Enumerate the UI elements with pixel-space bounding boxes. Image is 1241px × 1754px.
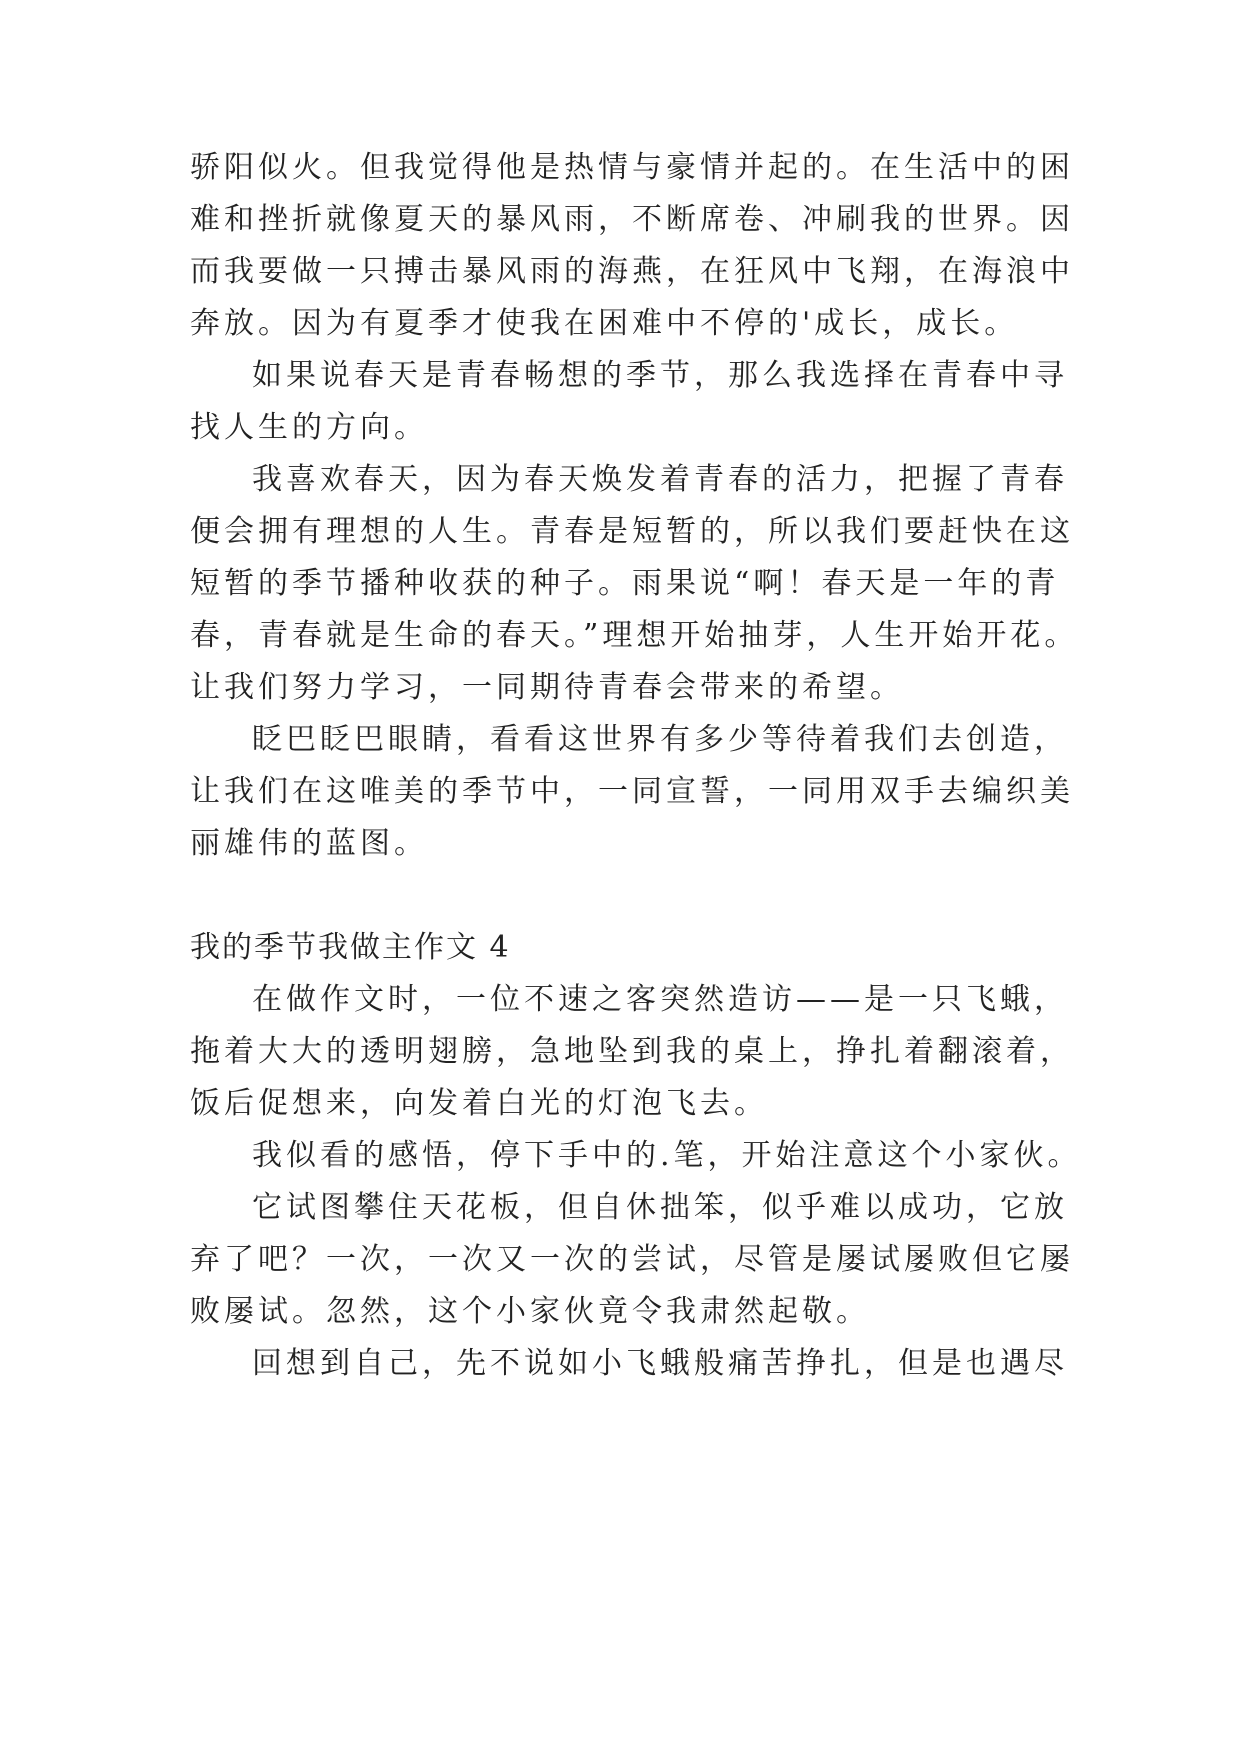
paragraph-first-line: 在做作文时，一位不速之客突然造访——是一只飞蛾， [252, 982, 1068, 1017]
text-line: 败屡试。忽然，这个小家伙竟令我肃然起敬。 [190, 1294, 870, 1329]
text-line: 短暂的季节播种收获的种子。雨果说“啊！春天是一年的青 [190, 566, 1060, 601]
text-line: 而我要做一只搏击暴风雨的海燕，在狂风中飞翔，在海浪中 [190, 254, 1074, 289]
text-line: 春，青春就是生命的春天。”理想开始抽芽，人生开始开花。 [190, 618, 1079, 653]
paragraph-first-line: 如果说春天是青春畅想的季节，那么我选择在青春中寻 [252, 358, 1068, 393]
text-line: 骄阳似火。但我觉得他是热情与豪情并起的。在生活中的困 [190, 150, 1074, 185]
text-line: 弃了吧？一次，一次又一次的尝试，尽管是屡试屡败但它屡 [190, 1242, 1074, 1277]
text-line: 丽雄伟的蓝图。 [190, 826, 428, 861]
text-line: 便会拥有理想的人生。青春是短暂的，所以我们要赶快在这 [190, 514, 1074, 549]
paragraph-first-line: 我似看的感悟，停下手中的.笔，开始注意这个小家伙。 [252, 1138, 1082, 1173]
text-line: 让我们努力学习，一同期待青春会带来的希望。 [190, 670, 904, 705]
paragraph-first-line: 我喜欢春天，因为春天焕发着青春的活力，把握了青春 [252, 462, 1068, 497]
paragraph-first-line: 它试图攀住天花板，但自休拙笨，似乎难以成功，它放 [252, 1190, 1068, 1225]
paragraph-first-line: 眨巴眨巴眼睛，看看这世界有多少等待着我们去创造， [252, 722, 1068, 757]
paragraph-first-line: 回想到自己，先不说如小飞蛾般痛苦挣扎，但是也遇尽 [252, 1346, 1068, 1381]
text-line: 找人生的方向。 [190, 410, 428, 445]
text-line: 拖着大大的透明翅膀，急地坠到我的桌上，挣扎着翻滚着， [190, 1034, 1074, 1069]
text-line: 奔放。因为有夏季才使我在困难中不停的'成长，成长。 [190, 306, 1019, 341]
section-heading: 我的季节我做主作文 4 [190, 930, 511, 965]
text-line: 难和挫折就像夏天的暴风雨，不断席卷、冲刷我的世界。因 [190, 202, 1074, 237]
text-line: 让我们在这唯美的季节中，一同宣誓，一同用双手去编织美 [190, 774, 1074, 809]
text-line: 饭后促想来，向发着白光的灯泡飞去。 [190, 1086, 768, 1121]
